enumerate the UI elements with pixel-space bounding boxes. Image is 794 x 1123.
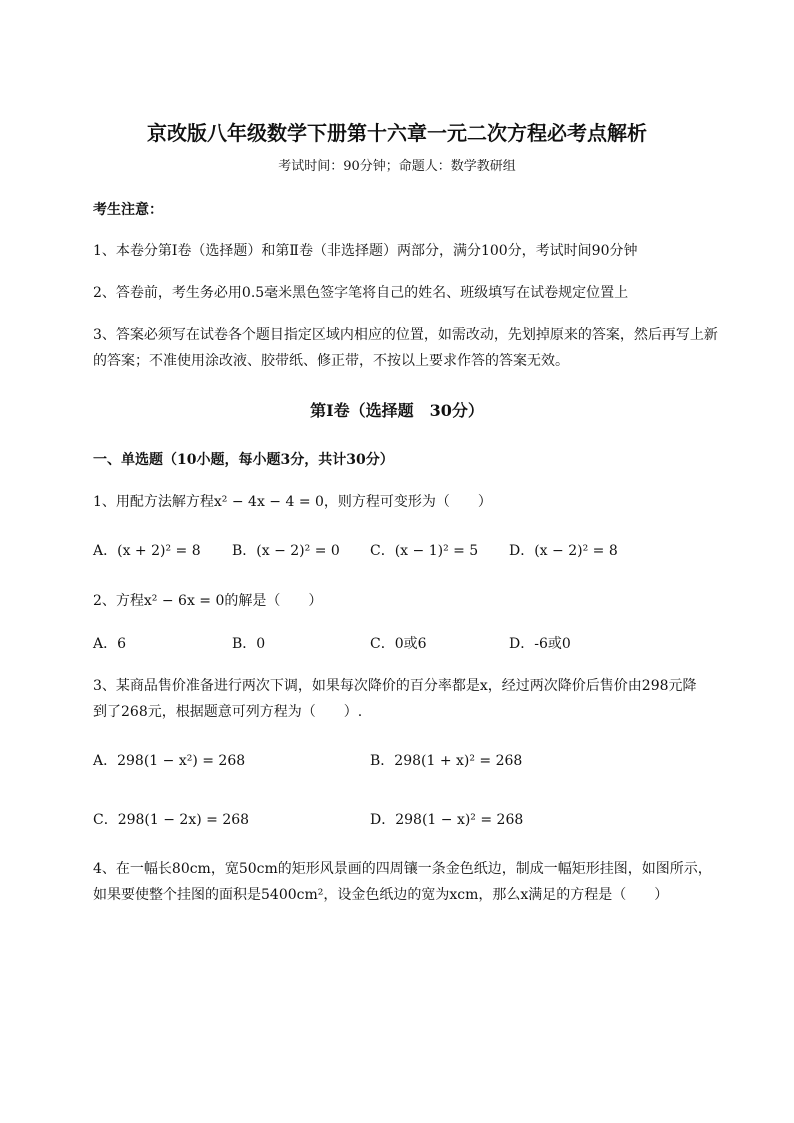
question-4-stem-line2: 如果要使整个挂图的面积是5400cm²，设金色纸边的宽为xcm，那么x满足的方程是（ ） [93,887,669,903]
question-1-option-b: B．(x − 2)² = 0 [232,543,340,559]
question-2-option-d: D．-6或0 [509,636,571,652]
question-1-option-d: D．(x − 2)² = 8 [509,543,618,559]
notice-item-3-cont: 的答案；不准使用涂改液、胶带纸、修正带，不按以上要求作答的答案无效。 [93,353,569,369]
question-2-option-c: C．0或6 [370,636,427,652]
notice-item-2: 2、答卷前，考生务必用0.5毫米黑色签字笔将自己的姓名、班级填写在试卷规定位置上 [93,285,629,301]
question-3-option-c: C．298(1 − 2x) = 268 [93,812,250,828]
question-1-option-a: A．(x + 2)² = 8 [93,543,201,559]
exam-subtitle: 考试时间：90分钟；命题人：数学教研组 [278,159,516,174]
exam-title: 京改版八年级数学下册第十六章一元二次方程必考点解析 [147,121,647,145]
question-1-option-c: C．(x − 1)² = 5 [370,543,479,559]
question-3-stem-line2: 到了268元，根据题意可列方程为（ ）. [93,704,363,720]
notice-item-3: 3、答案必须写在试卷各个题目指定区域内相应的位置，如需改动，先划掉原来的答案，然后再写上新 [93,327,718,343]
part-heading: 一、单选题（10小题，每小题3分，共计30分） [93,452,394,468]
question-2-stem: 2、方程x² − 6x = 0的解是（ ） [93,593,323,609]
question-2-option-b: B．0 [232,636,266,652]
question-2-option-a: A．6 [93,636,127,652]
section-title: 第I卷（选择题 30分） [310,401,484,420]
question-1-stem: 1、用配方法解方程x² − 4x − 4 = 0，则方程可变形为（ ） [93,494,492,510]
question-3-stem-line1: 3、某商品售价准备进行两次下调，如果每次降价的百分率都是x，经过两次降价后售价由298元降 [93,678,697,694]
question-3-option-b: B．298(1 + x)² = 268 [370,753,523,769]
question-4-stem-line1: 4、在一幅长80cm，宽50cm的矩形风景画的四周镶一条金色纸边，制成一幅矩形挂图，如图所示， [93,861,712,877]
notice-heading: 考生注意： [93,202,163,218]
question-3-option-d: D．298(1 − x)² = 268 [370,812,524,828]
question-3-option-a: A．298(1 − x²) = 268 [93,753,246,769]
notice-item-1: 1、本卷分第I卷（选择题）和第Ⅱ卷（非选择题）两部分，满分100分，考试时间90分钟 [93,243,638,259]
